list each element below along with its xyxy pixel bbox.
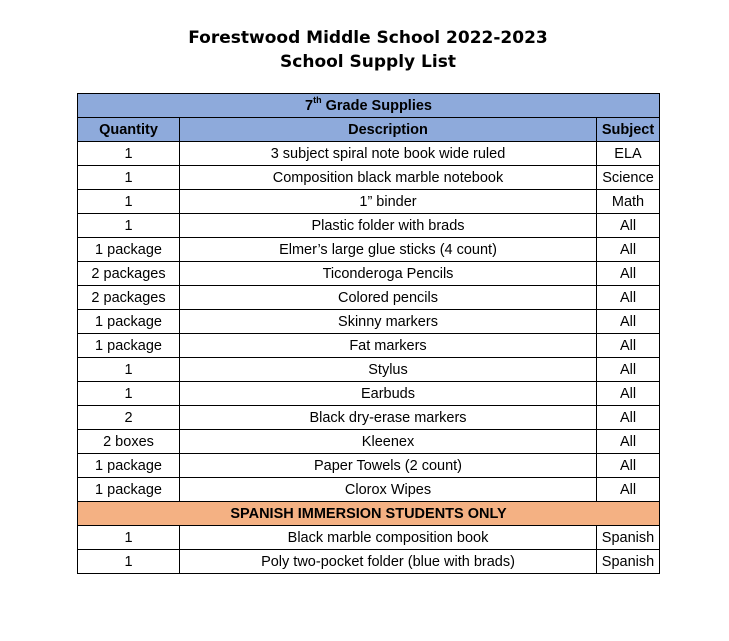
table-row — [78, 454, 660, 478]
quantity-cell: 1 — [78, 214, 180, 238]
table-row — [78, 478, 660, 502]
title-line-list: School Supply List — [280, 52, 456, 72]
table-row — [78, 262, 660, 286]
column-header-description: Description — [180, 118, 597, 142]
subject-cell: All — [597, 358, 660, 382]
column-header-row — [78, 118, 660, 142]
table-row — [78, 190, 660, 214]
table-row — [78, 406, 660, 430]
spanish-header-cell: SPANISH IMMERSION STUDENTS ONLY — [78, 502, 660, 526]
quantity-cell: 1 — [78, 142, 180, 166]
description-cell: Plastic folder with brads — [180, 214, 597, 238]
description-cell: Colored pencils — [180, 286, 597, 310]
spanish-table-row — [78, 526, 660, 550]
table-row — [78, 286, 660, 310]
description-cell: Composition black marble notebook — [180, 166, 597, 190]
description-cell: Clorox Wipes — [180, 478, 597, 502]
quantity-cell: 1 — [78, 382, 180, 406]
subject-cell: Spanish — [597, 550, 660, 574]
subject-cell: All — [597, 430, 660, 454]
subject-cell: All — [597, 478, 660, 502]
table-row — [78, 310, 660, 334]
description-cell: Poly two-pocket folder (blue with brads) — [180, 550, 597, 574]
subject-cell: Math — [597, 190, 660, 214]
description-cell: 1” binder — [180, 190, 597, 214]
subject-cell: All — [597, 214, 660, 238]
table-row — [78, 430, 660, 454]
quantity-cell: 1 package — [78, 238, 180, 262]
subject-cell: Spanish — [597, 526, 660, 550]
subject-cell: Science — [597, 166, 660, 190]
description-cell: 3 subject spiral note book wide ruled — [180, 142, 597, 166]
table-row — [78, 334, 660, 358]
quantity-cell: 1 — [78, 166, 180, 190]
subject-cell: All — [597, 406, 660, 430]
description-cell: Earbuds — [180, 382, 597, 406]
subject-cell: All — [597, 286, 660, 310]
quantity-cell: 1 — [78, 358, 180, 382]
description-cell: Skinny markers — [180, 310, 597, 334]
grade-number: 7 — [305, 97, 314, 114]
subject-cell: All — [597, 382, 660, 406]
table-row — [78, 142, 660, 166]
grade-suffix: th — [313, 94, 322, 105]
column-header-subject: Subject — [597, 118, 660, 142]
quantity-cell: 2 boxes — [78, 430, 180, 454]
grade-header-row — [78, 94, 660, 118]
quantity-cell: 1 — [78, 526, 180, 550]
description-cell: Black dry-erase markers — [180, 406, 597, 430]
description-cell: Fat markers — [180, 334, 597, 358]
description-cell: Paper Towels (2 count) — [180, 454, 597, 478]
subject-cell: ELA — [597, 142, 660, 166]
quantity-cell: 1 package — [78, 310, 180, 334]
table-row — [78, 238, 660, 262]
table-row — [78, 382, 660, 406]
quantity-cell: 1 package — [78, 478, 180, 502]
description-cell: Ticonderoga Pencils — [180, 262, 597, 286]
quantity-cell: 1 package — [78, 334, 180, 358]
description-cell: Kleenex — [180, 430, 597, 454]
quantity-cell: 1 — [78, 190, 180, 214]
quantity-cell: 2 packages — [78, 286, 180, 310]
table-row — [78, 166, 660, 190]
quantity-cell: 2 packages — [78, 262, 180, 286]
quantity-cell: 1 — [78, 550, 180, 574]
subject-cell: All — [597, 454, 660, 478]
quantity-cell: 1 package — [78, 454, 180, 478]
spanish-header-row — [78, 502, 660, 526]
supply-table-body — [78, 94, 660, 574]
quantity-cell: 2 — [78, 406, 180, 430]
column-header-quantity: Quantity — [78, 118, 180, 142]
supply-table — [77, 93, 660, 574]
description-cell: Elmer’s large glue sticks (4 count) — [180, 238, 597, 262]
subject-cell: All — [597, 262, 660, 286]
subject-cell: All — [597, 334, 660, 358]
table-row — [78, 358, 660, 382]
grade-header-text: Grade Supplies — [321, 97, 432, 114]
grade-header-cell — [78, 94, 660, 118]
subject-cell: All — [597, 310, 660, 334]
description-cell: Stylus — [180, 358, 597, 382]
subject-cell: All — [597, 238, 660, 262]
table-row — [78, 214, 660, 238]
document-title — [0, 26, 729, 74]
title-line-school: Forestwood Middle School 2022-2023 — [188, 28, 548, 48]
spanish-table-row — [78, 550, 660, 574]
description-cell: Black marble composition book — [180, 526, 597, 550]
